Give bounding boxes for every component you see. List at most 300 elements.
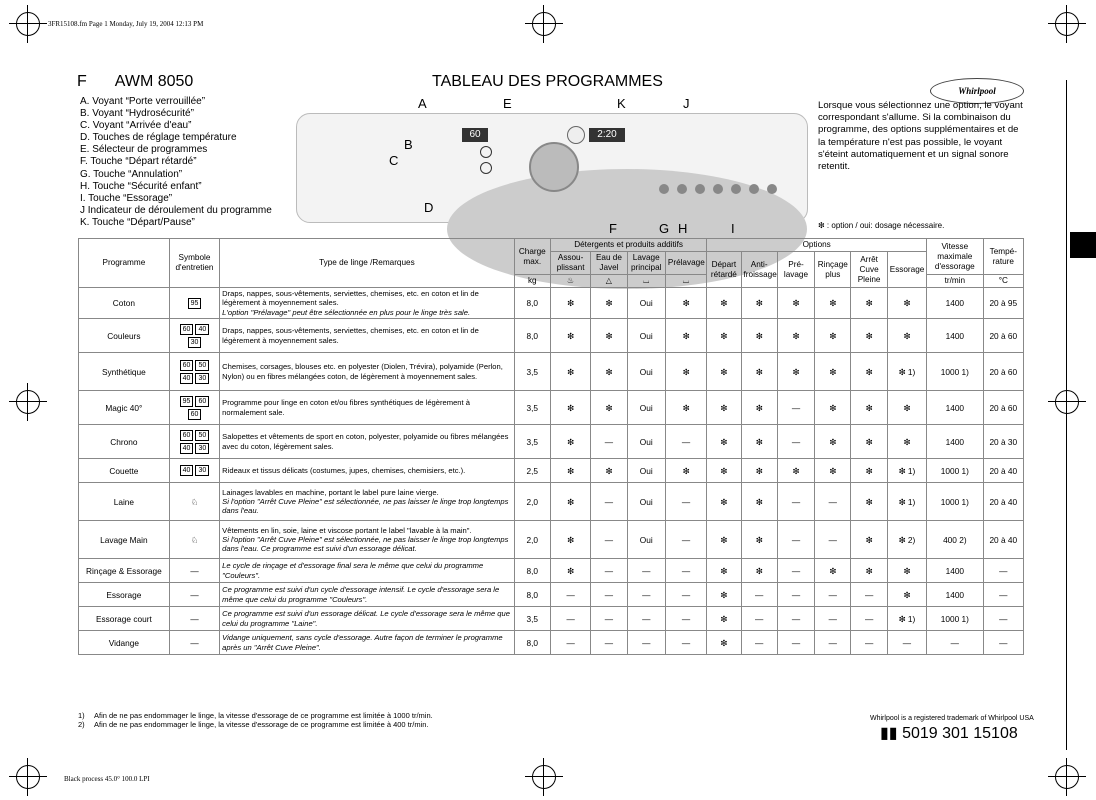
option-cell: ❇ (851, 391, 887, 425)
col-header-charge: Charge max. (514, 239, 550, 275)
option-cell: — (550, 607, 590, 631)
temperature-range: 20 à 60 (983, 353, 1023, 391)
temperature-range: 20 à 60 (983, 391, 1023, 425)
programme-description (220, 459, 514, 483)
bleach-icon: △ (591, 275, 627, 288)
option-cell: — (550, 631, 590, 655)
programme-description (220, 319, 514, 353)
registration-mark-icon (16, 12, 40, 36)
spin-button[interactable] (767, 184, 777, 194)
option-cell: ❇ (815, 559, 851, 583)
description-text: Lainages lavables en machine, portant le label pure laine vierge. (222, 487, 439, 497)
temperature-range: — (983, 631, 1023, 655)
temp-up-button[interactable] (480, 146, 492, 158)
option-cell: — (777, 607, 814, 631)
wash-temp-symbol-icon: 60 (195, 396, 209, 407)
option-cell: ❇ (851, 288, 887, 319)
wash-temp-symbol-icon: 30 (195, 465, 209, 476)
option-cell: ❇ (707, 559, 741, 583)
callout-c: C (389, 153, 399, 168)
option-cell: ❇ (887, 288, 926, 319)
legend-item: A. Voyant “Porte verrouillée” (80, 96, 206, 107)
charge-value: 8,0 (514, 288, 550, 319)
wash-temp-symbol-icon: 60 (180, 430, 194, 441)
option-cell: ❇ (851, 559, 887, 583)
wash-temp-symbol-icon: 40 (180, 443, 194, 454)
option-cell: ❇ (591, 288, 627, 319)
option-cell: ❇ (777, 459, 814, 483)
legend-list (80, 96, 272, 229)
programme-name: Laine (79, 483, 170, 521)
footnote: 2) Afin de ne pas endommager le linge, la vitesse d'essorage de ce programme est limitée à 400 tr/min. (78, 720, 429, 729)
spin-speed: 1000 1) (927, 607, 983, 631)
option-cell: ❇ (887, 425, 926, 459)
wash-temp-symbol-icon: 30 (195, 373, 209, 384)
option-cell: — (777, 521, 814, 559)
spin-speed: 1400 (927, 425, 983, 459)
option-cell: ❇ (665, 353, 706, 391)
option-cell: — (591, 559, 627, 583)
option-cell: ❇ (665, 391, 706, 425)
programme-description (220, 353, 514, 391)
temperature-range: — (983, 583, 1023, 607)
table-row (79, 391, 1024, 425)
main-wash-icon: ⌴ (627, 275, 665, 288)
callout-d: D (424, 200, 434, 215)
description-text: Salopettes et vêtements de sport en coton, polyester, polyamide ou fibres mélangées avec du coton, légèrement sales. (222, 432, 509, 451)
registration-mark-icon (1055, 765, 1079, 789)
spin-speed: 1000 1) (927, 483, 983, 521)
option-cell: — (887, 631, 926, 655)
option-cell: — (665, 559, 706, 583)
print-header-line: 3FR15108.fm Page 1 Monday, July 19, 2004 12:13 PM (48, 20, 204, 28)
col-header-arret: Arrêt Cuve Pleine (851, 252, 887, 288)
col-header-vitesse: Vitesse maximale d'essorage (927, 239, 983, 275)
option-cell: ❇ 1) (887, 459, 926, 483)
option-cell: ❇ (815, 391, 851, 425)
option-cell: ❇ (777, 353, 814, 391)
option-button[interactable] (695, 184, 705, 194)
spin-speed: 1400 (927, 559, 983, 583)
option-cell: Oui (627, 425, 665, 459)
option-cell: ❇ 1) (887, 483, 926, 521)
programme-description (220, 521, 514, 559)
programme-name: Couette (79, 459, 170, 483)
option-cell: ❇ (665, 459, 706, 483)
option-cell: ❇ (707, 607, 741, 631)
callout-f: F (609, 221, 617, 236)
legend-item: E. Sélecteur de programmes (80, 144, 208, 156)
wash-temp-symbol-icon: 30 (188, 337, 202, 348)
col-header-temp: Tempé-rature (983, 239, 1023, 275)
option-cell: ❇ (741, 521, 777, 559)
description-text: Programme pour linge en coton et/ou fibres synthétiques de légèrement à normalement sale. (222, 398, 470, 417)
registration-mark-icon (16, 765, 40, 789)
option-info-text: Lorsque vous sélectionnez une option, le voyant correspondant s'allume. Si la combinaison du programme, des options supplémentaires et de la température n'est pas possible, le voyant s'éteint automatiquement et un signal sonore retentit. (818, 100, 1023, 173)
trademark-text: Whirlpool is a registered trademark of Whirlpool USA (870, 715, 1034, 722)
option-cell: — (851, 607, 887, 631)
option-cell: ❇ (591, 391, 627, 425)
temperature-range: 20 à 40 (983, 483, 1023, 521)
programme-name: Couleurs (79, 319, 170, 353)
programme-description (220, 631, 514, 655)
col-header-options: Options (707, 239, 927, 252)
table-row (79, 583, 1024, 607)
temperature-display: 60 (462, 128, 488, 142)
temp-down-button[interactable] (480, 162, 492, 174)
option-cell: — (550, 583, 590, 607)
option-cell: — (777, 391, 814, 425)
col-header-depart: Départ rétardé (707, 252, 741, 288)
temperature-range: — (983, 559, 1023, 583)
col-header-pre: Pré-lavage (777, 252, 814, 288)
spin-speed: 1400 (927, 583, 983, 607)
col-header-type: Type de linge /Remarques (220, 239, 514, 288)
option-cell: — (591, 583, 627, 607)
spin-speed: 1400 (927, 288, 983, 319)
option-cell: Oui (627, 459, 665, 483)
table-row (79, 288, 1024, 319)
option-button[interactable] (749, 184, 759, 194)
document-code: ▮▮ 5019 301 15108 (880, 725, 1018, 742)
option-button[interactable] (713, 184, 723, 194)
programme-name: Chrono (79, 425, 170, 459)
option-cell: ❇ (707, 353, 741, 391)
table-row (79, 607, 1024, 631)
wash-temp-symbol-icon: 50 (195, 360, 209, 371)
option-cell: ❇ (887, 583, 926, 607)
care-symbols (169, 425, 219, 459)
hand-wash-symbol-icon: ♘ (190, 496, 199, 507)
option-cell: — (627, 631, 665, 655)
description-note: Si l'option "Arrêt Cuve Pleine" est sélectionnée, ne pas laisser le linge trop longtemps dans l'eau. Ce programme est suivi d'un essorage délicat. (222, 535, 509, 554)
registration-mark-icon (532, 12, 556, 36)
legend-item: C. Voyant “Arrivée d'eau” (80, 120, 192, 132)
hand-wash-symbol-icon: ♘ (190, 534, 199, 545)
time-display: 2:20 (589, 128, 625, 142)
option-button[interactable] (731, 184, 741, 194)
care-symbols (169, 631, 219, 655)
programme-description (220, 559, 514, 583)
care-symbol-none: — (190, 565, 199, 576)
option-cell: ❇ (741, 391, 777, 425)
option-cell: — (627, 559, 665, 583)
option-cell: ❇ (741, 319, 777, 353)
temperature-range: 20 à 60 (983, 319, 1023, 353)
option-cell: ❇ (741, 353, 777, 391)
option-cell: ❇ (707, 288, 741, 319)
callout-h: H (678, 221, 688, 236)
col-header-prelavage: Prélavage (665, 252, 706, 275)
care-symbols (169, 559, 219, 583)
wash-temp-symbol-icon: 60 (188, 409, 202, 420)
col-header-anti: Anti-froissage (741, 252, 777, 288)
legend-item: I. Touche “Essorage” (80, 192, 173, 204)
option-cell: — (665, 631, 706, 655)
footnotes (78, 711, 433, 729)
footnote: 1) Afin de ne pas endommager le linge, la vitesse d'essorage de ce programme est limitée à 1000 tr/min. (78, 711, 433, 720)
description-text: Rideaux et tissus délicats (costumes, jupes, chemises, chemisiers, etc.). (222, 466, 466, 476)
crop-line (1066, 80, 1067, 750)
option-cell: ❇ (851, 425, 887, 459)
detergent-compartment-icon: ♨ (550, 275, 590, 288)
page-title: TABLEAU DES PROGRAMMES (432, 73, 663, 90)
table-row (79, 521, 1024, 559)
programme-description (220, 425, 514, 459)
programme-name: Essorage court (79, 607, 170, 631)
col-header-programme: Programme (79, 239, 170, 288)
option-cell: — (777, 631, 814, 655)
option-cell: ❇ 2) (887, 521, 926, 559)
option-cell: ❇ (741, 459, 777, 483)
option-cell: ❇ (851, 521, 887, 559)
option-cell: ❇ (887, 319, 926, 353)
option-cell: — (591, 607, 627, 631)
spin-speed: 400 2) (927, 521, 983, 559)
option-cell: ❇ (851, 459, 887, 483)
option-cell: ❇ (815, 288, 851, 319)
charge-value: 2,0 (514, 521, 550, 559)
print-footer-line: Black process 45.0° 100.0 LPI (64, 775, 150, 783)
wash-temp-symbol-icon: 60 (180, 324, 194, 335)
legend-item: K. Touche “Départ/Pause” (80, 216, 195, 228)
charge-value: 2,0 (514, 483, 550, 521)
option-cell: Oui (627, 391, 665, 425)
spin-speed: 1400 (927, 319, 983, 353)
callout-b: B (404, 137, 413, 152)
callout-g: G (659, 221, 670, 236)
table-row (79, 483, 1024, 521)
charge-value: 3,5 (514, 391, 550, 425)
option-cell: — (591, 483, 627, 521)
option-cell: — (627, 583, 665, 607)
option-cell: — (627, 607, 665, 631)
programme-description (220, 391, 514, 425)
care-symbols (169, 288, 219, 319)
option-cell: ❇ (591, 353, 627, 391)
option-button[interactable] (677, 184, 687, 194)
spin-speed: 1400 (927, 391, 983, 425)
programme-name: Rinçage & Essorage (79, 559, 170, 583)
description-note: Le cycle de rinçage et d'essorage final sera le même que celui du programme "Couleurs". (222, 561, 484, 580)
col-header-assou: Assou-plissant (550, 252, 590, 275)
option-cell: ❇ (665, 319, 706, 353)
programme-name: Synthétique (79, 353, 170, 391)
description-note: Vidange uniquement, sans cycle d'essorage. Autre façon de terminer le programme après un "Arrêt Cuve Pleine". (222, 633, 503, 652)
start-pause-button[interactable] (567, 126, 585, 144)
programme-name: Magic 40° (79, 391, 170, 425)
legend-item: J Indicateur de déroulement du programme (80, 204, 272, 216)
programme-name: Coton (79, 288, 170, 319)
callout-k: K (617, 96, 626, 111)
option-cell: ❇ (777, 319, 814, 353)
col-header-essorage: Essorage (887, 252, 926, 288)
registration-mark-icon (532, 765, 556, 789)
option-cell: ❇ (851, 483, 887, 521)
spin-speed: — (927, 631, 983, 655)
option-cell: ❇ (591, 319, 627, 353)
col-header-temp-unit: °C (983, 275, 1023, 288)
option-cell: — (815, 631, 851, 655)
temperature-range: 20 à 40 (983, 459, 1023, 483)
option-cell: ❇ (707, 521, 741, 559)
care-symbols (169, 483, 219, 521)
wash-temp-symbol-icon: 40 (180, 373, 194, 384)
option-symbol-note: ❇ : option / oui: dosage nécessaire. (818, 221, 945, 230)
table-row (79, 425, 1024, 459)
registration-mark-icon (1055, 390, 1079, 414)
wash-temp-symbol-icon: 40 (195, 324, 209, 335)
option-cell: ❇ (815, 319, 851, 353)
option-cell: ❇ (887, 559, 926, 583)
programme-description (220, 288, 514, 319)
programme-name: Essorage (79, 583, 170, 607)
charge-value: 3,5 (514, 607, 550, 631)
description-text: Chemises, corsages, blouses etc. en polyester (Diolen, Trévira), polyamide (Perlon, Nylon) ou en fibres mélangées coton, de légèrement à moyennement sales. (222, 362, 503, 381)
description-text: Draps, nappes, sous-vêtements, serviettes, chemises, etc. en coton et lin de légèrement à moyennement sales. (222, 326, 479, 345)
option-cell: ❇ (550, 319, 590, 353)
col-header-lavage: Lavage principal (627, 252, 665, 275)
option-cell: ❇ (815, 459, 851, 483)
prewash-icon: ⌴ (665, 275, 706, 288)
col-header-rincage: Rinçage plus (815, 252, 851, 288)
option-cell: ❇ (591, 459, 627, 483)
temperature-range: 20 à 30 (983, 425, 1023, 459)
option-cell: ❇ (707, 631, 741, 655)
col-header-symbole: Symbole d'entretien (169, 239, 219, 288)
wash-temp-symbol-icon: 40 (180, 465, 194, 476)
table-row (79, 559, 1024, 583)
programme-name: Vidange (79, 631, 170, 655)
option-cell: — (591, 631, 627, 655)
col-header-javel: Eau de Javel (591, 252, 627, 275)
option-cell: ❇ (815, 353, 851, 391)
charge-value: 3,5 (514, 425, 550, 459)
option-cell: — (741, 631, 777, 655)
programme-name: Lavage Main (79, 521, 170, 559)
care-symbols (169, 391, 219, 425)
option-cell: — (815, 483, 851, 521)
wash-temp-symbol-icon: 95 (180, 396, 194, 407)
control-panel-illustration (296, 113, 808, 223)
care-symbols (169, 319, 219, 353)
legend-item: D. Touches de réglage température (80, 132, 237, 144)
table-row (79, 353, 1024, 391)
temperature-range: — (983, 607, 1023, 631)
registration-mark-icon (1055, 12, 1079, 36)
col-header-detergents: Détergents et produits additifs (550, 239, 706, 252)
care-symbol-none: — (190, 637, 199, 648)
option-cell: ❇ (777, 288, 814, 319)
option-cell: ❇ (741, 559, 777, 583)
care-symbols (169, 607, 219, 631)
legend-item: G. Touche “Annulation” (80, 168, 183, 180)
option-cell: Oui (627, 483, 665, 521)
programme-description (220, 483, 514, 521)
option-cell: ❇ 1) (887, 353, 926, 391)
option-cell: — (665, 483, 706, 521)
option-cell: ❇ (707, 425, 741, 459)
option-cell: — (665, 521, 706, 559)
description-text: Draps, nappes, sous-vêtements, serviettes, chemises, etc. en coton et lin de légèrement à moyennement sales. (222, 289, 479, 308)
option-cell: — (591, 425, 627, 459)
callout-j: J (683, 96, 690, 111)
description-note: Si l'option "Arrêt Cuve Pleine" est sélectionnée, ne pas laisser le linge trop longtemps dans l'eau. (222, 497, 509, 516)
col-header-charge-unit: kg (514, 275, 550, 288)
option-cell: — (815, 583, 851, 607)
option-cell: — (851, 631, 887, 655)
brand-name: Whirlpool (958, 86, 996, 96)
model-heading (77, 73, 221, 91)
description-note: Ce programme est suivi d'un essorage délicat. Le cycle d'essorage sera le même que celui du programme "Laine". (222, 609, 510, 628)
program-table (78, 238, 1024, 655)
registration-mark-icon (16, 390, 40, 414)
callout-e: E (503, 96, 512, 111)
legend-item: B. Voyant “Hydrosécurité” (80, 108, 194, 120)
wash-temp-symbol-icon: 30 (195, 443, 209, 454)
option-cell: — (665, 425, 706, 459)
black-tab-marker (1070, 232, 1096, 258)
option-cell: — (851, 583, 887, 607)
programme-description (220, 583, 514, 607)
option-cell: ❇ (741, 483, 777, 521)
model-name: AWM 8050 (114, 73, 194, 90)
care-symbol-none: — (190, 589, 199, 600)
option-cell: ❇ (741, 425, 777, 459)
option-cell: Oui (627, 353, 665, 391)
program-selector-dial-icon[interactable] (529, 142, 579, 192)
description-note: Ce programme est suivi d'un cycle d'essorage intensif. Le cycle d'essorage sera le même que celui du programme "Couleurs". (222, 585, 500, 604)
option-cell: Oui (627, 288, 665, 319)
care-symbols (169, 459, 219, 483)
option-cell: ❇ (550, 288, 590, 319)
option-cell: — (741, 583, 777, 607)
charge-value: 8,0 (514, 583, 550, 607)
description-text: Vêtements en lin, soie, laine et viscose portant le label "lavable à la main". (222, 525, 472, 535)
option-cell: ❇ 1) (887, 607, 926, 631)
wash-temp-symbol-icon: 60 (180, 360, 194, 371)
option-cell: ❇ (851, 353, 887, 391)
care-symbols (169, 521, 219, 559)
care-symbol-none: — (190, 613, 199, 624)
option-cell: Oui (627, 521, 665, 559)
option-cell: ❇ (550, 425, 590, 459)
table-row (79, 319, 1024, 353)
option-cell: ❇ (707, 459, 741, 483)
care-symbols (169, 353, 219, 391)
option-cell: — (777, 483, 814, 521)
temperature-range: 20 à 95 (983, 288, 1023, 319)
option-cell: — (777, 559, 814, 583)
option-cell: Oui (627, 319, 665, 353)
option-cell: ❇ (550, 483, 590, 521)
charge-value: 2,5 (514, 459, 550, 483)
option-cell: — (815, 607, 851, 631)
option-cell: ❇ (550, 559, 590, 583)
option-cell: ❇ (550, 391, 590, 425)
option-cell: — (665, 583, 706, 607)
option-button[interactable] (659, 184, 669, 194)
option-cell: — (777, 583, 814, 607)
option-cell: ❇ (707, 391, 741, 425)
charge-value: 8,0 (514, 631, 550, 655)
col-header-vitesse-unit: tr/min (927, 275, 983, 288)
wash-temp-symbol-icon: 95 (188, 298, 202, 309)
temperature-range: 20 à 40 (983, 521, 1023, 559)
option-cell: — (815, 521, 851, 559)
option-cell: — (741, 607, 777, 631)
option-cell: ❇ (550, 459, 590, 483)
